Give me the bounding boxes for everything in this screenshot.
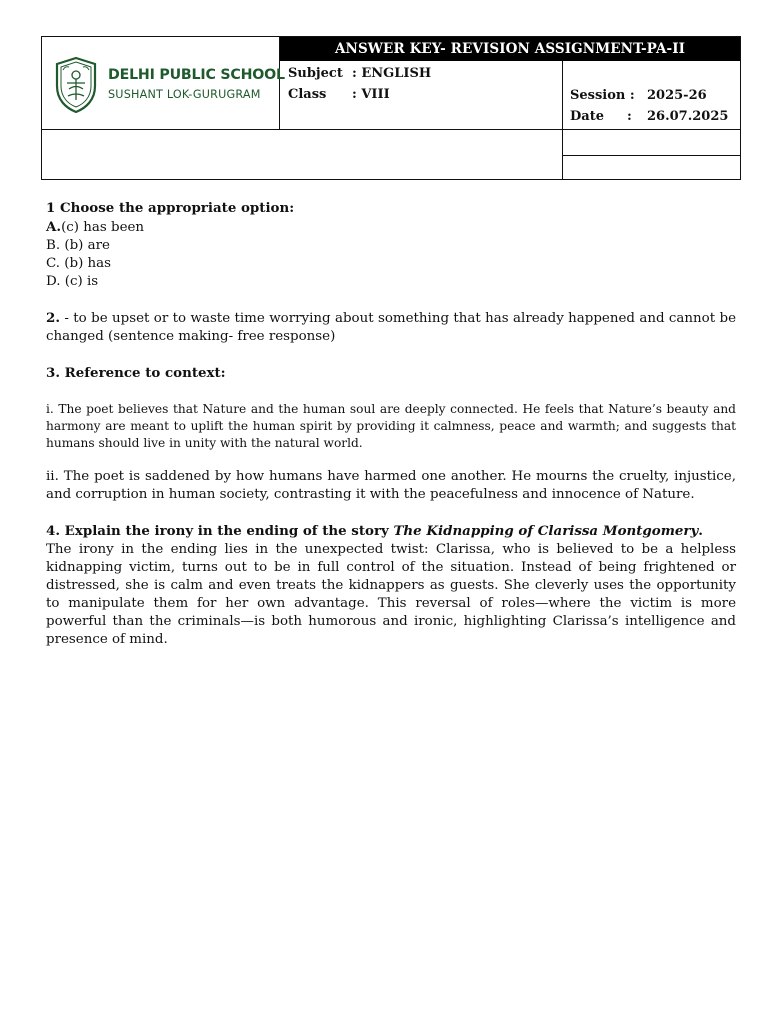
school-logo: [42, 37, 285, 130]
question-4-answer: The irony in the ending lies in the unexpected twist: Clarissa, who is believed to be a helpless kidnapping victim, turns out to be in full control of the situation. Instead of being frightened or distressed, she is calm and even treats the kidnappers as guests. She cleverly uses the opportunity to manipulate them for her own advantage. This reversal of roles—where the victim is more powerful than the criminals—is both humorous and ironic, highlighting Clarissa’s intelligence and presence of mind.: [46, 542, 736, 647]
class-value: : VIII: [352, 87, 390, 102]
q1-option-d: D. (c) is: [46, 274, 99, 289]
session-label: Session :: [570, 88, 635, 103]
subject-label: Subject: [288, 66, 343, 81]
question-2: 2. - to be upset or to waste time worrying about something that has already happened and cannot be changed (sentence making- free response): [46, 310, 736, 344]
header-divider: [562, 61, 563, 180]
date-colon: :: [627, 109, 632, 124]
school-name: DELHI PUBLIC SCHOOL: [108, 67, 285, 83]
subject-value: : ENGLISH: [352, 66, 432, 81]
question-3-answer-ii: ii. The poet is saddened by how humans have harmed one another. He mourns the cruelty, injustice, and corruption in human society, contrasting it with the peacefulness and innocence of Nature.: [46, 469, 736, 502]
class-label: Class: [288, 87, 327, 102]
date-value: 26.07.2025: [647, 109, 729, 124]
date-label: Date: [570, 109, 604, 124]
header-table: [41, 36, 741, 180]
school-location: SUSHANT LOK-GURUGRAM: [108, 88, 261, 101]
q1-option-b: B. (b) are: [46, 238, 110, 253]
question-4-heading: 4. Explain the irony in the ending of the story The Kidnapping of Clarissa Montgomery.: [46, 523, 703, 539]
question-3-answer-i: i. The poet believes that Nature and the human soul are deeply connected. He feels that Nature’s beauty and harmony are meant to uplift the human spirit by providing it calmness, peace and warmth; and suggests that humans should live in unity with the natural world.: [46, 402, 736, 450]
header-divider: [562, 155, 740, 156]
question-3-heading: 3. Reference to context:: [46, 365, 226, 381]
school-crest-icon: [51, 56, 101, 114]
session-value: 2025-26: [647, 88, 707, 103]
question-1-heading: 1 Choose the appropriate option:: [46, 200, 295, 216]
q1-option-a: A.(c) has been: [46, 219, 145, 235]
page-title: ANSWER KEY- REVISION ASSIGNMENT-PA-II: [280, 37, 740, 61]
q1-option-c: C. (b) has: [46, 256, 112, 271]
answer-content: [46, 199, 736, 649]
